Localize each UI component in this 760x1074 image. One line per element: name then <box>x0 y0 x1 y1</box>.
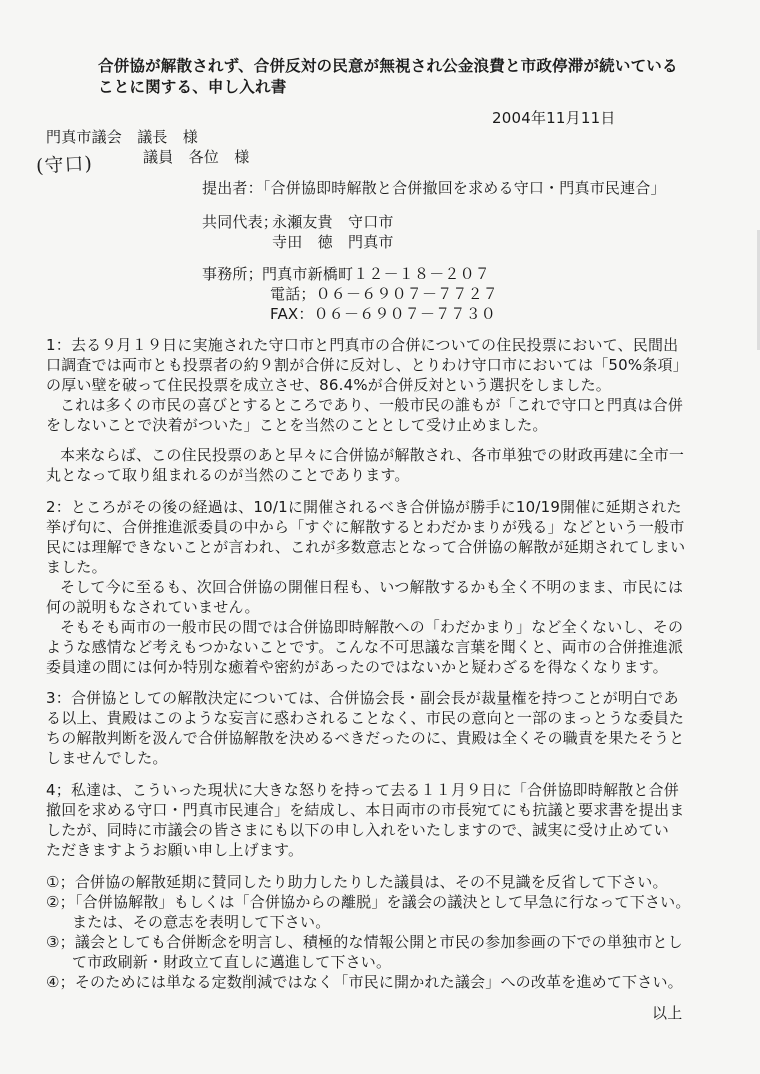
request-item-2: ②；「合併協解散」もしくは「合併協からの離脱」を議会の議決として早急に行なって下さい。 <box>46 893 691 911</box>
paragraph-1-line3: の厚い壁を破って住民投票を成立させ、86.4%が合併反対という選択をしました。 <box>46 376 612 394</box>
paragraph-3-line4: しませんでした。 <box>46 749 168 767</box>
paragraph-4-line1: 4；私達は、こういった現状に大きな怒りを持って去る１１月９日に「合併協即時解散と合併 <box>46 781 679 799</box>
co-representative-2: 寺田 徳 門真市 <box>272 233 394 251</box>
co-representative-1: 永瀬友貴 守口市 <box>272 213 394 231</box>
paragraph-3-line3: ちの解散判断を汲んで合併協解散を決めるべきだったのに、貴殿は全くその職責を果たそうと <box>46 729 685 747</box>
paragraph-2-line5: そして今に至るも、次回合併協の開催日程も、いつ解散するかも全く不明のまま、市民には <box>60 578 684 596</box>
paragraph-2-line8: ような感情など考えもつかないことです。こんな不可思議な言葉を聞くと、両市の合併推進派 <box>46 638 684 656</box>
request-item-3: ③；議会としても合併断念を明言し、積極的な情報公開と市民の参加参画の下での単独市とし <box>46 933 683 951</box>
paragraph-1-line1: 1：去る９月１９日に実施された守口市と門真市の合併についての住民投票において、民間出 <box>46 336 679 354</box>
paragraph-1b-line2: 丸となって取り組まれるのが当然のことであります。 <box>46 466 410 484</box>
paragraph-1b-line1: 本来ならば、この住民投票のあと早々に合併協が解散され、各市単独での財政再建に全市一 <box>60 446 685 464</box>
office-address: 門真市新橋町１２－１８－２０７ <box>262 265 491 283</box>
paragraph-2-line1: 2：ところがその後の経過は、10/1に開催されるべき合併協が勝手に10/19開催に延期された <box>46 498 682 516</box>
paragraph-1-line5: をしないことで決着がついた」ことを当然のこととして受け止めました。 <box>46 416 548 434</box>
paragraph-2-line2: 挙げ句に、合併推進派委員の中から「すぐに解散するとわだかまりが残る」などという一般市 <box>46 518 685 536</box>
paragraph-2-line6: 何の説明もなされていません。 <box>46 598 260 616</box>
office-fax: FAX：０６－６９０７－７７３０ <box>270 305 496 323</box>
document-title-line2: ことに関する、申し入れ書 <box>98 78 287 96</box>
paragraph-2-line7: そもそも両市の一般市民の間では合併協即時解散への「わだかまり」など全くないし、その <box>60 618 684 636</box>
office-label: 事務所； <box>202 265 263 283</box>
office-telephone: 電話；０６－６９０７－７７２７ <box>270 285 499 303</box>
paragraph-3-line1: 3：合併協としての解散決定については、合併協会長・副会長が裁量権を持つことが明白であ <box>46 689 679 707</box>
submitter-line: 提出者：「合併協即時解散と合併撤回を求める守口・門真市民連合」 <box>202 179 666 197</box>
paragraph-4-line4: ただきますようお願い申し上げます。 <box>46 841 304 859</box>
request-item-1: ①；合併協の解散延期に賛同したり助力したりした議員は、その不見識を反省して下さい。 <box>46 873 668 891</box>
paragraph-2-line4: ました。 <box>46 558 107 576</box>
document-title-line1: 合併協が解散されず、合併反対の民意が無視され公金浪費と市政停滞が続いている <box>98 57 678 75</box>
paragraph-2-line3: 民には理解できないことが言われ、これが多数意志となって合併協の解散が延期されてしまい <box>46 538 686 556</box>
addressee-line1: 門真市議会 議長 様 <box>46 128 199 146</box>
paragraph-4-line2: 撤回を求める守口・門真市民連合」を結成し、本日両市の市長宛てにも抗議と要求書を提出ま <box>46 801 685 819</box>
addressee-line2: 議員 各位 様 <box>143 148 250 166</box>
handwritten-note: (守口) <box>35 152 94 178</box>
closing-mark: 以上 <box>652 1004 683 1022</box>
paragraph-1-line2: 口調査では両市とも投票者の約９割が合併に反対し、とりわけ守口市においては「50%条項」 <box>46 356 688 374</box>
request-item-4: ④；そのためには単なる定数削減ではなく「市民に開かれた議会」への改革を進めて下さい。 <box>46 973 683 991</box>
paragraph-1-line4: これは多くの市民の喜びとするところであり、一般市民の誰もが「これで守口と門真は合併 <box>60 396 684 414</box>
paragraph-3-line2: る以上、貴殿はこのような妄言に惑わされることなく、市民の意向と一部のまっとうな委員た <box>46 709 685 727</box>
document-date: 2004年11月11日 <box>492 109 616 127</box>
paragraph-4-line3: したが、同時に市議会の皆さまにも以下の申し入れをいたしますので、誠実に受け止めてい <box>46 821 669 839</box>
paragraph-2-line9: 委員達の間には何か特別な癒着や密約があったのではないかと疑わざるを得なくなります。 <box>46 658 668 676</box>
request-item-3-continued: て市政刷新・財政立て直しに邁進して下さい。 <box>72 953 392 971</box>
co-representative-label: 共同代表； <box>202 213 279 231</box>
request-item-2-continued: または、その意志を表明して下さい。 <box>72 913 331 931</box>
